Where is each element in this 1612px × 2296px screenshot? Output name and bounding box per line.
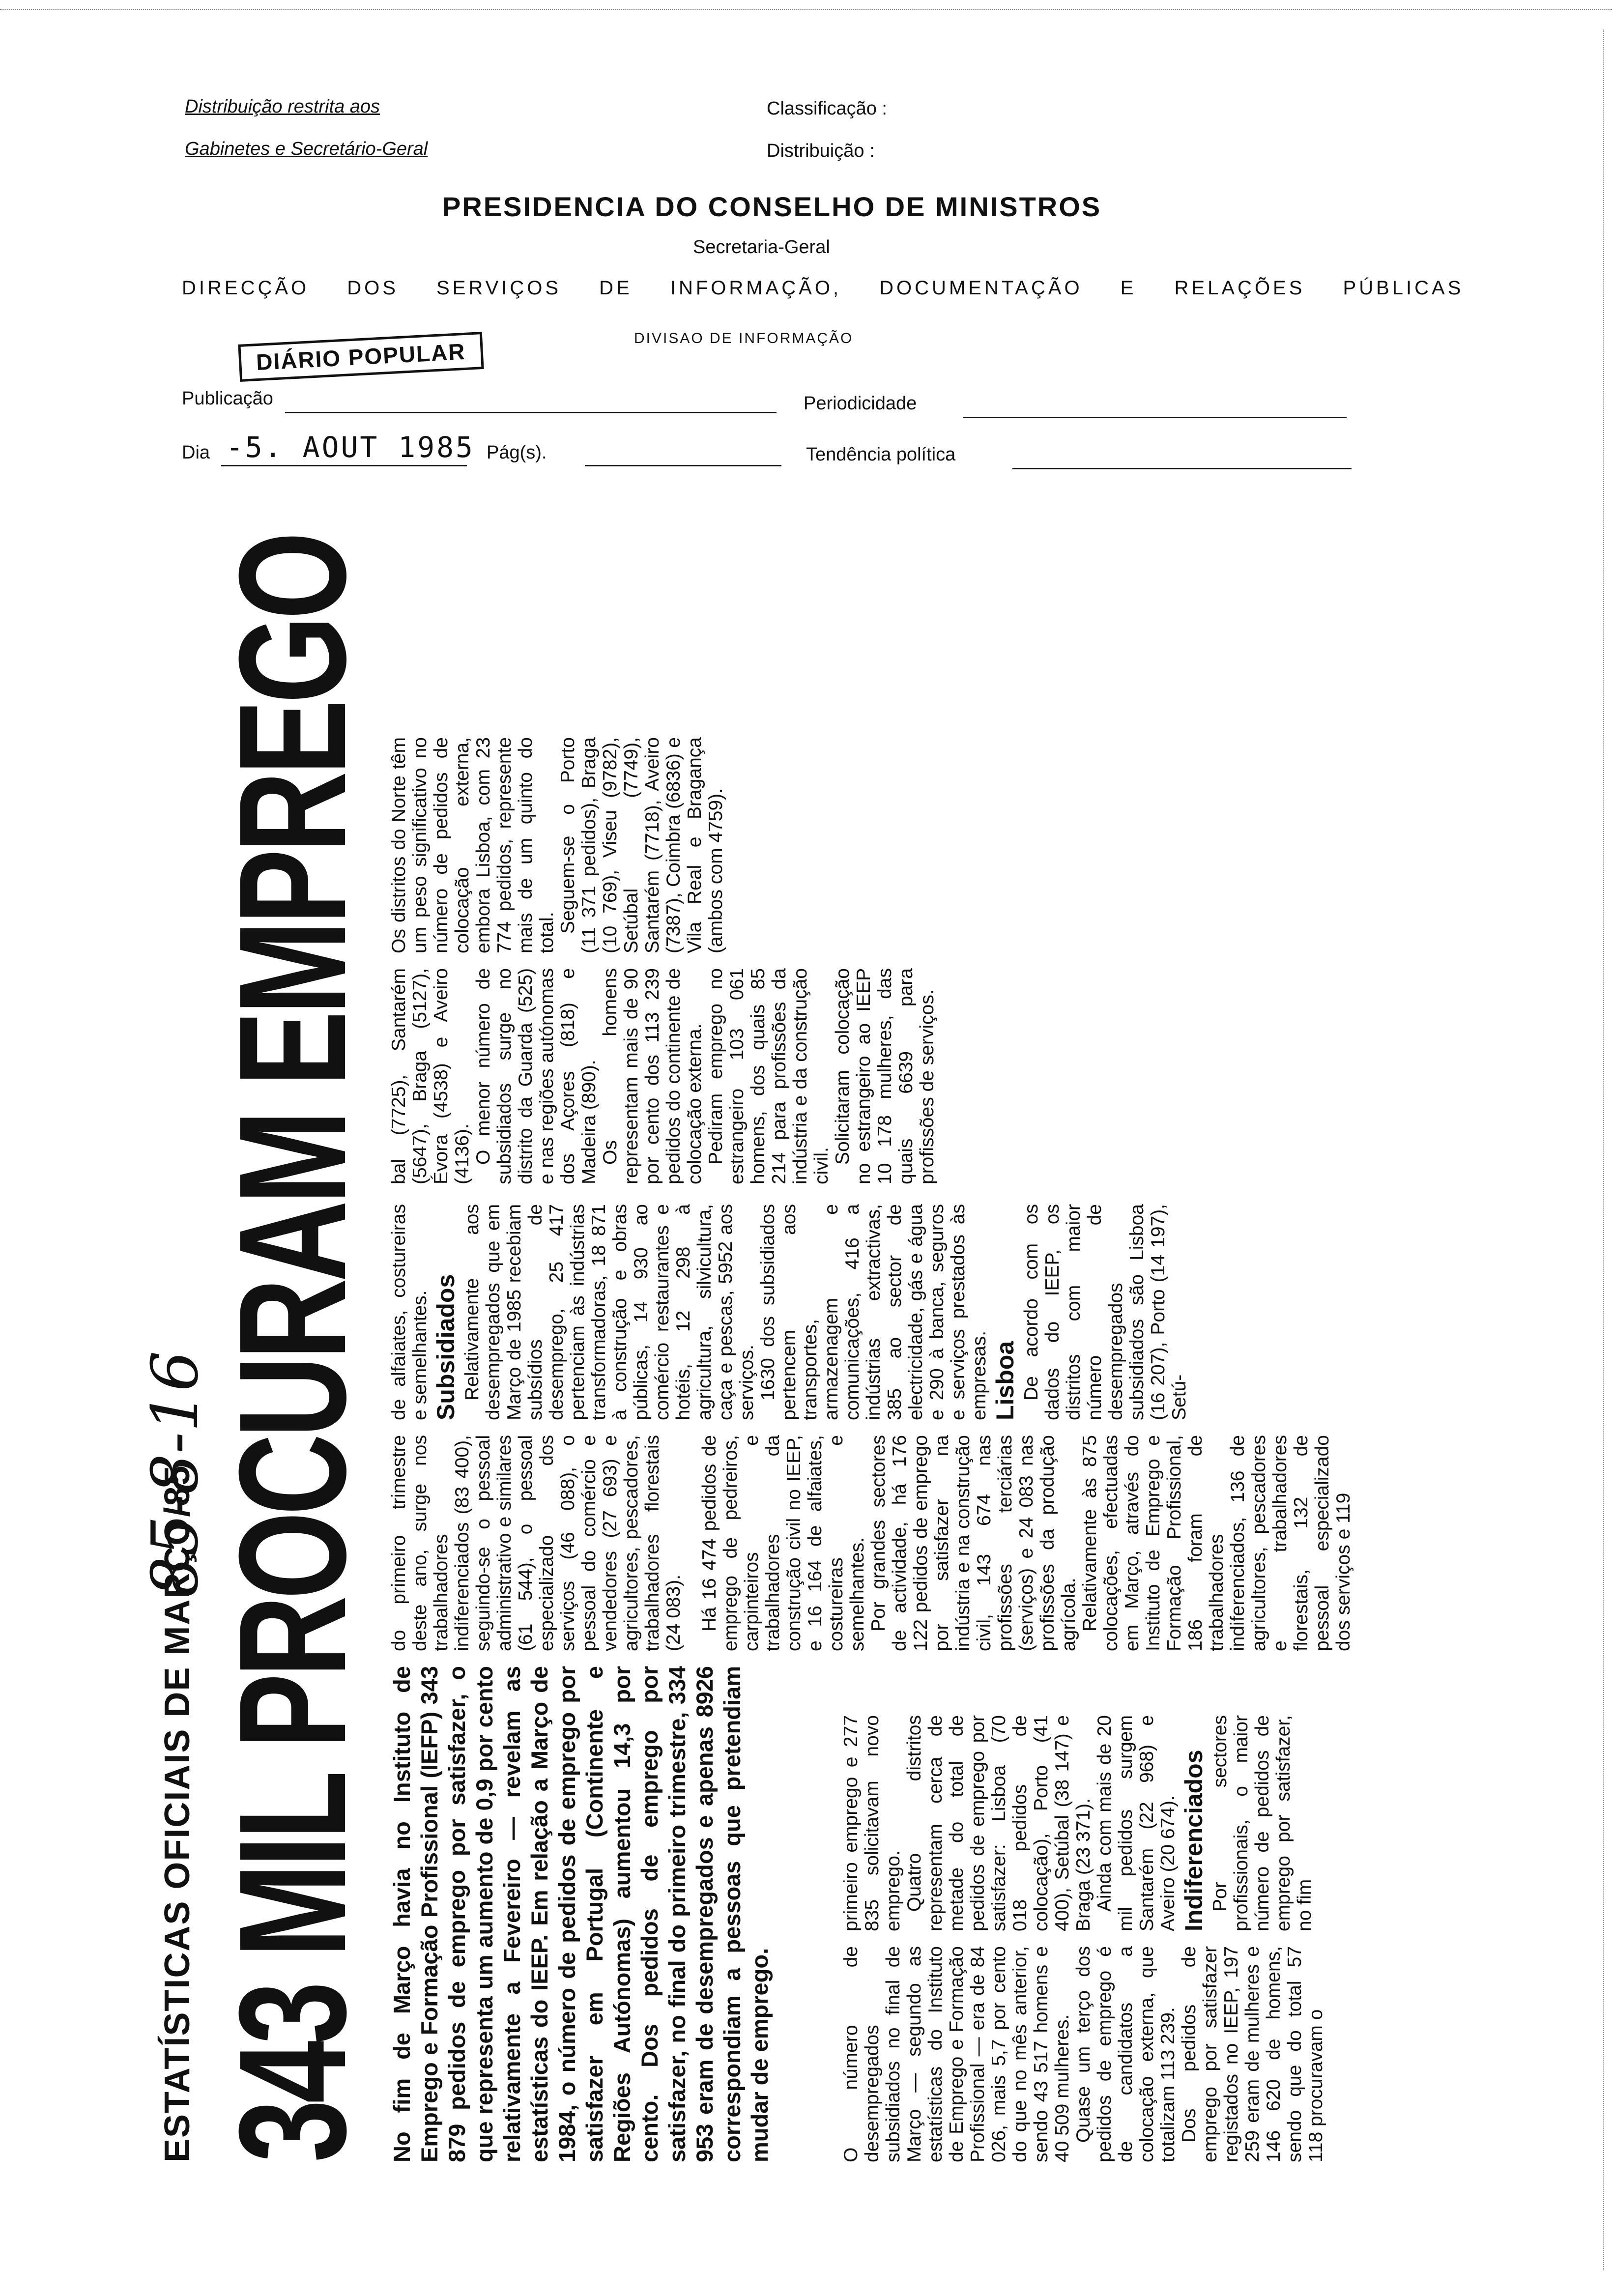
col5-paragraph: Os homens representam mais de 90 por cento dos 113 239 pedidos do continente de colocação externa. xyxy=(600,968,705,1184)
col2-paragraph: primeiro emprego e 277 835 solicitavam novo emprego. xyxy=(840,1715,904,1931)
scan-edge-top xyxy=(0,0,1612,10)
newspaper-clipping xyxy=(138,482,1354,2162)
periodicidade-label: Periodicidade xyxy=(804,393,917,414)
tendencia-line xyxy=(1012,468,1352,469)
restricted-line-1: Distribuição restrita aos xyxy=(185,96,380,117)
handwritten-note: 85-8-16 xyxy=(138,1350,212,1597)
col1-paragraph: Quase um terço dos pedidos de emprego é de candidatos a colocação externa, que totalizam 113 239. xyxy=(1073,1946,1179,2162)
col1-paragraph: O número de desempregados subsidiados no final de Março — segundo as estatísticas do Instituto de Emprego e Formação Profissional — era de 84 026, mais 5,7 por cento do que no mês anterior, sendo 43 517 homens e 40 509 mulheres. xyxy=(840,1946,1073,2162)
col2-paragraph: Ainda com mais de 20 mil pedidos surgem Santarém (22 968) e Aveiro (20 674). xyxy=(1094,1715,1179,1931)
publicacao-label: Publicação xyxy=(182,388,273,409)
periodicidade-line xyxy=(963,417,1347,418)
col3-paragraph: Relativamente às 875 colocações, efectuadas em Março, através do Instituto de Emprego e Formação Profissional, 186 foram de trabalhadores indiferenciados, 136 de agricultores, pescadores e trabalhadores florestais, 132 de pessoal especializado dos serviços e 119 xyxy=(1079,1435,1354,1651)
col4-paragraph: De acordo com os dados do IEEP, os distritos com maior número de desempregados subsidiados são Lisboa (16 207), Porto (14 197), Setú- xyxy=(1021,1204,1190,1420)
col6-paragraph: Os distritos do Norte têm um peso significativo no número de pedidos de colocação externa, embora Lisboa, com 23 774 pedidos, represente mais de um quinto do total. xyxy=(388,737,557,953)
pags-line xyxy=(585,465,781,466)
col1-paragraph: Dos pedidos de emprego por satisfazer registados no IEEP, 197 259 eram de mulheres e 146 620 de homens, sendo que do total 57 118 procuravam o xyxy=(1179,1946,1326,2162)
restricted-line-2: Gabinetes e Secretário-Geral xyxy=(185,139,428,159)
secretaria-label: Secretaria-Geral xyxy=(693,237,830,258)
article-column-6 xyxy=(388,737,726,953)
article-column-4 xyxy=(388,1204,1190,1420)
publication-stamp: DIÁRIO POPULAR xyxy=(238,332,484,382)
col2-paragraph: Por sectores profissionais, o maior número de pedidos de emprego por satisfazer, no fim xyxy=(1209,1715,1315,1931)
article-headline: 343 MIL PROCURAM EMPREGO xyxy=(207,535,377,2162)
dia-value: -5. AOUT 1985 xyxy=(226,430,475,464)
col4-paragraph: Relativamente aos desempregados que em Março de 1985 recebiam subsídios de desemprego, 25 417 pertenciam às indústrias transformadoras, 18 871 à construção e obras públicas, 14 930 ao comércio restaurantes e hotéis, 12 298 à agricultura, silvicultura, caça e pescas, 5952 aos serviços. xyxy=(461,1204,757,1420)
col3-paragraph: Por grandes sectores de actividade, há 176 122 pedidos de emprego por satisfazer na indústria e na construção civil, 143 674 nas profissões terciárias (serviços) e 24 083 nas profissões da produção agrícola. xyxy=(868,1435,1079,1651)
scan-edge-right xyxy=(1603,29,1606,2270)
dia-line xyxy=(221,465,467,466)
col6-paragraph: Seguem-se o Porto (11 371 pedidos), Braga (10 769), Viseu (9782), Setúbal (7749), Santarém (7718), Aveiro (7387), Coimbra (6836) e Vila Real e Bragança (ambos com 4759). xyxy=(557,737,726,953)
article-column-5 xyxy=(388,968,938,1184)
article-lead: No fim de Março havia no Instituto de Emprego e Formação Profissional (IEFP) 343 879 pedidos de emprego por satisfazer, o que representa um aumento de 0,9 por cento relativamente a Fevereiro — revelam as estatísticas do IEEP. Em relação a Março de 1984, o número de pedidos de emprego por satisfazer em Portugal (Continente e Regiões Autónomas) aumentou 14,3 por cento. Dos pedidos de emprego por satisfazer, no final do primeiro trimestre, 334 953 eram de desempregados e apenas 8926 correspondiam a pessoas que pretendiam mudar de emprego. xyxy=(389,1666,773,2162)
tendencia-label: Tendência política xyxy=(806,444,956,465)
dia-label: Dia xyxy=(182,442,210,463)
article-column-3 xyxy=(388,1435,1354,1651)
subhead-subsidiados: Subsidiados xyxy=(432,1274,460,1420)
divisao-label: DIVISAO DE INFORMAÇÃO xyxy=(634,330,854,346)
article-column-2 xyxy=(840,1715,1315,1931)
direccao-line: DIRECÇÃO DOS SERVIÇOS DE INFORMAÇÃO, DOCUMENTAÇÃO E RELAÇÕES PÚBLICAS xyxy=(182,277,1464,299)
subhead-lisboa: Lisboa xyxy=(991,1341,1019,1420)
col5-paragraph: O menor número de subsidiados surge no distrito da Guarda (525) e nas regiões autónomas dos Açores (818) e Madeira (890). xyxy=(473,968,600,1184)
org-title: PRESIDENCIA DO CONSELHO DE MINISTROS xyxy=(442,191,1102,222)
col5-paragraph: Solicitaram colocação no estrangeiro ao IEEP 10 178 mulheres, das quais 6639 para profissões de serviços. xyxy=(832,968,938,1184)
publicacao-line xyxy=(285,412,777,413)
col4-paragraph: 1630 dos subsidiados pertencem aos transportes, armazenagem e comunicações, 416 a indústrias extractivas, 385 ao sector de electricidade, gás e água e 290 à banca, seguros e serviços prestados às empresas. xyxy=(757,1204,990,1420)
classificacao-label: Classificação : xyxy=(767,98,887,119)
col4-paragraph: de alfaiates, costureiras e semelhantes. xyxy=(388,1204,431,1420)
distribuicao-label: Distribuição : xyxy=(767,141,875,161)
article-kicker: ESTATÍSTICAS OFICIAIS DE MARÇO/85 xyxy=(158,1464,197,2162)
col2-paragraph: Quatro distritos representam cerca de metade do total de pedidos de emprego por satisfazer: Lisboa (70 018 pedidos de colocação), Porto (41 400), Setúbal (38 147) e Braga (23 371). xyxy=(904,1715,1094,1931)
article-column-1 xyxy=(840,1946,1326,2162)
col3-paragraph: do primeiro trimestre deste ano, surge nos trabalhadores indiferenciados (83 400), seguindo-se o pessoal administrativo e similares (61 544), o pessoal especializado dos serviços (46 088), o pessoal do comércio e vendedores (27 693) e agricultores, pescadores, trabalhadores florestais (24 083). xyxy=(388,1435,684,1651)
col3-paragraph: Há 16 474 pedidos de emprego de pedreiros, carpinteiros e trabalhadores da construção civil no IEEP, e 16 164 de alfaiates, costureiras e semelhantes. xyxy=(699,1435,868,1651)
subhead-indiferenciados: Indiferenciados xyxy=(1180,1750,1208,1931)
col5-paragraph: Pediram emprego no estrangeiro 103 061 homens, dos quais 85 214 para profissões da indústria e da construção civil. xyxy=(705,968,832,1184)
col5-paragraph: bal (7725), Santarém (5647), Braga (5127), Évora (4538) e Aveiro (4136). xyxy=(388,968,473,1184)
pags-label: Pág(s). xyxy=(487,442,547,463)
